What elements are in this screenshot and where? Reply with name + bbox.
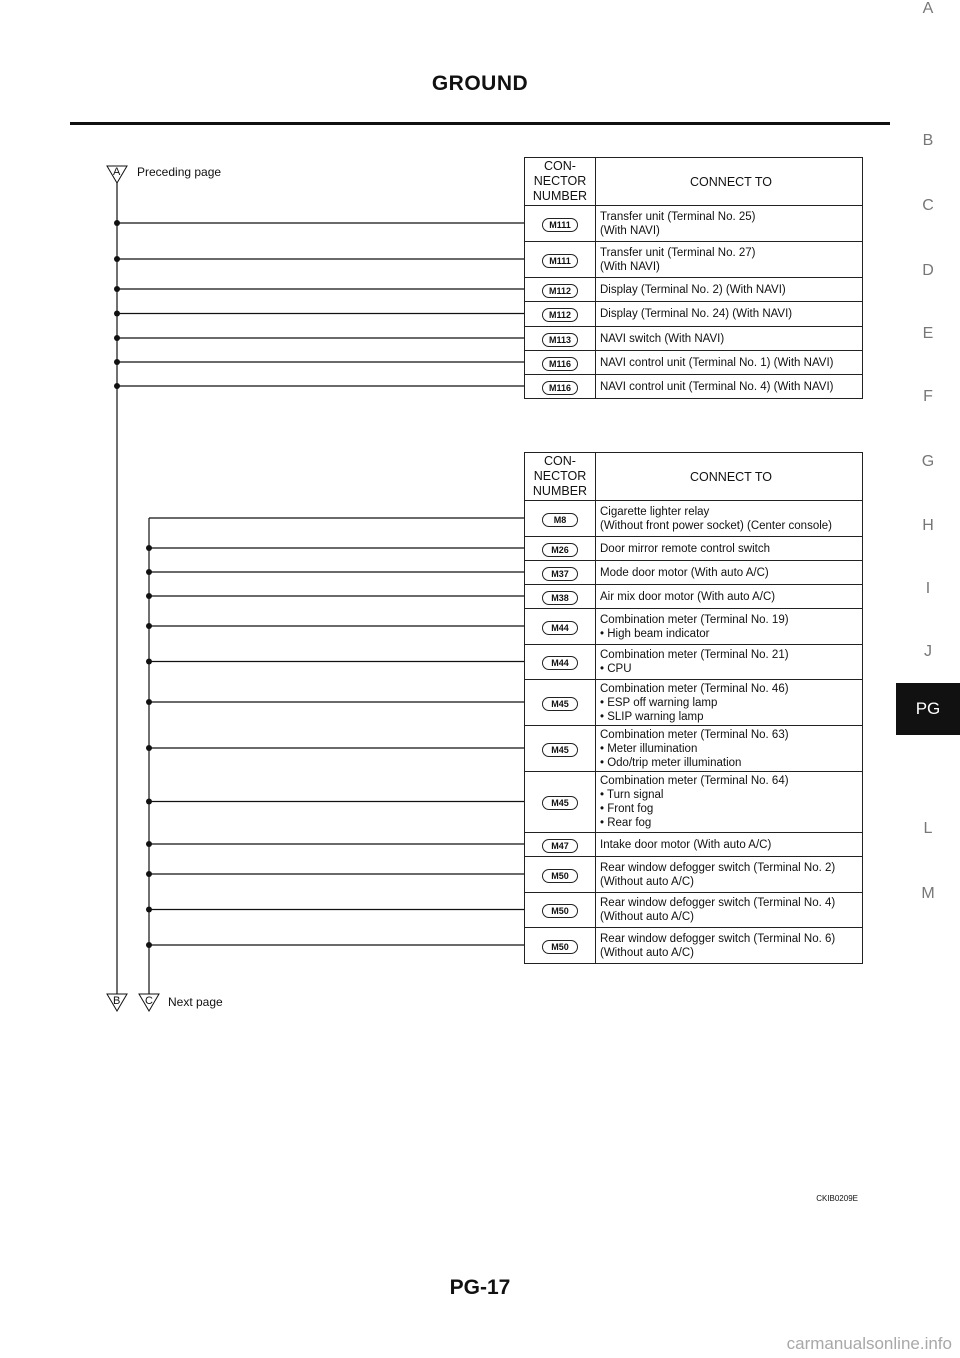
connector-badge: M50 xyxy=(542,904,578,918)
header-connector-number: CON- NECTOR NUMBER xyxy=(525,158,596,206)
connector-cell xyxy=(525,278,596,302)
section-tab-h[interactable]: H xyxy=(922,517,934,534)
junction-dot xyxy=(146,593,152,599)
table-row xyxy=(525,302,863,327)
table-row xyxy=(525,726,863,772)
figure-id: CKIB0209E xyxy=(816,1194,858,1203)
junction-dot xyxy=(114,220,120,226)
connector-cell xyxy=(525,302,596,327)
junction-dot xyxy=(114,286,120,292)
section-tab-a[interactable]: A xyxy=(922,0,934,17)
table-row xyxy=(525,645,863,680)
table-row xyxy=(525,206,863,242)
junction-dot xyxy=(114,311,120,317)
connector-badge: M37 xyxy=(542,567,578,581)
connector-ref-a: A xyxy=(113,166,121,178)
table-row xyxy=(525,772,863,833)
connector-cell xyxy=(525,857,596,893)
preceding-page-label: Preceding page xyxy=(137,165,222,179)
connector-cell xyxy=(525,206,596,242)
table-row xyxy=(525,278,863,302)
connect-to-cell: Cigarette lighter relay (Without front power socket) (Center console) xyxy=(596,501,863,537)
junction-dot xyxy=(114,359,120,365)
junction-dot xyxy=(114,335,120,341)
connector-badge: M112 xyxy=(542,284,578,298)
connector-table-1 xyxy=(524,157,863,399)
connector-table-2 xyxy=(524,452,863,964)
connect-to-cell: NAVI control unit (Terminal No. 1) (With NAVI) xyxy=(596,351,863,375)
section-tab-f[interactable]: F xyxy=(923,388,933,405)
connect-to-cell: Combination meter (Terminal No. 64) • Turn signal • Front fog • Rear fog xyxy=(596,772,863,833)
junction-dot xyxy=(146,699,152,705)
table-row xyxy=(525,680,863,726)
connect-to-cell: Display (Terminal No. 2) (With NAVI) xyxy=(596,278,863,302)
connect-to-cell: Combination meter (Terminal No. 46) • ESP off warning lamp • SLIP warning lamp xyxy=(596,680,863,726)
table-row xyxy=(525,857,863,893)
connector-cell xyxy=(525,327,596,351)
connector-badge: M50 xyxy=(542,869,578,883)
connect-to-cell: Mode door motor (With auto A/C) xyxy=(596,561,863,585)
connect-to-cell: NAVI control unit (Terminal No. 4) (With NAVI) xyxy=(596,375,863,399)
connector-badge: M116 xyxy=(542,381,578,395)
connector-badge: M113 xyxy=(542,333,578,347)
connect-to-cell: NAVI switch (With NAVI) xyxy=(596,327,863,351)
connect-to-cell: Door mirror remote control switch xyxy=(596,537,863,561)
connector-cell xyxy=(525,242,596,278)
connector-badge: M45 xyxy=(542,796,578,810)
junction-dot xyxy=(114,383,120,389)
connector-badge: M116 xyxy=(542,357,578,371)
connector-ref-b: B xyxy=(113,995,121,1007)
table-row xyxy=(525,893,863,928)
connector-ref-c: C xyxy=(145,995,153,1007)
junction-dot xyxy=(146,569,152,575)
connector-badge: M44 xyxy=(542,621,578,635)
header-connect-to: CONNECT TO xyxy=(596,453,863,501)
connector-cell xyxy=(525,375,596,399)
connector-badge: M45 xyxy=(542,697,578,711)
section-tab-i[interactable]: I xyxy=(925,580,931,597)
watermark: carmanualsonline.info xyxy=(786,1334,952,1353)
connector-cell xyxy=(525,726,596,772)
connector-badge: M44 xyxy=(542,656,578,670)
junction-dot xyxy=(146,841,152,847)
section-tab-c[interactable]: C xyxy=(922,197,934,214)
connect-to-cell: Display (Terminal No. 24) (With NAVI) xyxy=(596,302,863,327)
connector-cell xyxy=(525,561,596,585)
connector-badge: M47 xyxy=(542,839,578,853)
connector-cell xyxy=(525,893,596,928)
table-row xyxy=(525,585,863,609)
connect-to-cell: Rear window defogger switch (Terminal No. 2) (Without auto A/C) xyxy=(596,857,863,893)
section-tab-g[interactable]: G xyxy=(921,453,935,470)
table-row xyxy=(525,242,863,278)
connector-badge: M45 xyxy=(542,743,578,757)
connector-cell xyxy=(525,351,596,375)
connect-to-cell: Transfer unit (Terminal No. 25) (With NAVI) xyxy=(596,206,863,242)
header-connector-number: CON- NECTOR NUMBER xyxy=(525,453,596,501)
connector-badge: M111 xyxy=(542,218,578,232)
connect-to-cell: Rear window defogger switch (Terminal No. 6) (Without auto A/C) xyxy=(596,928,863,964)
table-row xyxy=(525,833,863,857)
table-row xyxy=(525,928,863,964)
connector-cell xyxy=(525,645,596,680)
table-row xyxy=(525,609,863,645)
junction-dot xyxy=(146,942,152,948)
connector-badge: M26 xyxy=(542,543,578,557)
junction-dot xyxy=(146,907,152,913)
connect-to-cell: Rear window defogger switch (Terminal No. 4) (Without auto A/C) xyxy=(596,893,863,928)
table-row xyxy=(525,351,863,375)
junction-dot xyxy=(146,545,152,551)
junction-dot xyxy=(146,659,152,665)
section-tab-m[interactable]: M xyxy=(921,885,935,902)
connector-cell xyxy=(525,772,596,833)
connect-to-cell: Combination meter (Terminal No. 63) • Meter illumination • Odo/trip meter illumination xyxy=(596,726,863,772)
connector-cell xyxy=(525,609,596,645)
connector-badge: M38 xyxy=(542,591,578,605)
junction-dot xyxy=(146,623,152,629)
section-tab-j[interactable]: J xyxy=(924,643,932,660)
connect-to-cell: Intake door motor (With auto A/C) xyxy=(596,833,863,857)
section-tab-e[interactable]: E xyxy=(922,325,934,342)
page-title: GROUND xyxy=(431,72,529,95)
connect-to-cell: Combination meter (Terminal No. 19) • High beam indicator xyxy=(596,609,863,645)
table-row xyxy=(525,561,863,585)
table-row xyxy=(525,537,863,561)
connect-to-cell: Transfer unit (Terminal No. 27) (With NAVI) xyxy=(596,242,863,278)
header-connect-to: CONNECT TO xyxy=(596,158,863,206)
section-tab-pg[interactable]: PG xyxy=(896,683,960,735)
next-page-label: Next page xyxy=(168,995,223,1009)
table-row xyxy=(525,375,863,399)
page-number: PG-17 xyxy=(449,1276,511,1299)
connector-badge: M111 xyxy=(542,254,578,268)
connect-to-cell: Air mix door motor (With auto A/C) xyxy=(596,585,863,609)
connect-to-cell: Combination meter (Terminal No. 21) • CPU xyxy=(596,645,863,680)
junction-dot xyxy=(146,745,152,751)
connector-cell xyxy=(525,680,596,726)
section-tab-d[interactable]: D xyxy=(922,262,934,279)
connector-cell xyxy=(525,585,596,609)
junction-dot xyxy=(114,256,120,262)
junction-dot xyxy=(146,799,152,805)
connector-badge: M50 xyxy=(542,940,578,954)
connector-cell xyxy=(525,833,596,857)
junction-dot xyxy=(146,871,152,877)
section-tab-l[interactable]: L xyxy=(923,820,933,837)
table-row xyxy=(525,501,863,537)
section-tab-b[interactable]: B xyxy=(922,132,934,149)
connector-cell xyxy=(525,928,596,964)
connector-cell xyxy=(525,537,596,561)
connector-badge: M8 xyxy=(542,513,578,527)
connector-badge: M112 xyxy=(542,308,578,322)
table-row xyxy=(525,327,863,351)
connector-cell xyxy=(525,501,596,537)
